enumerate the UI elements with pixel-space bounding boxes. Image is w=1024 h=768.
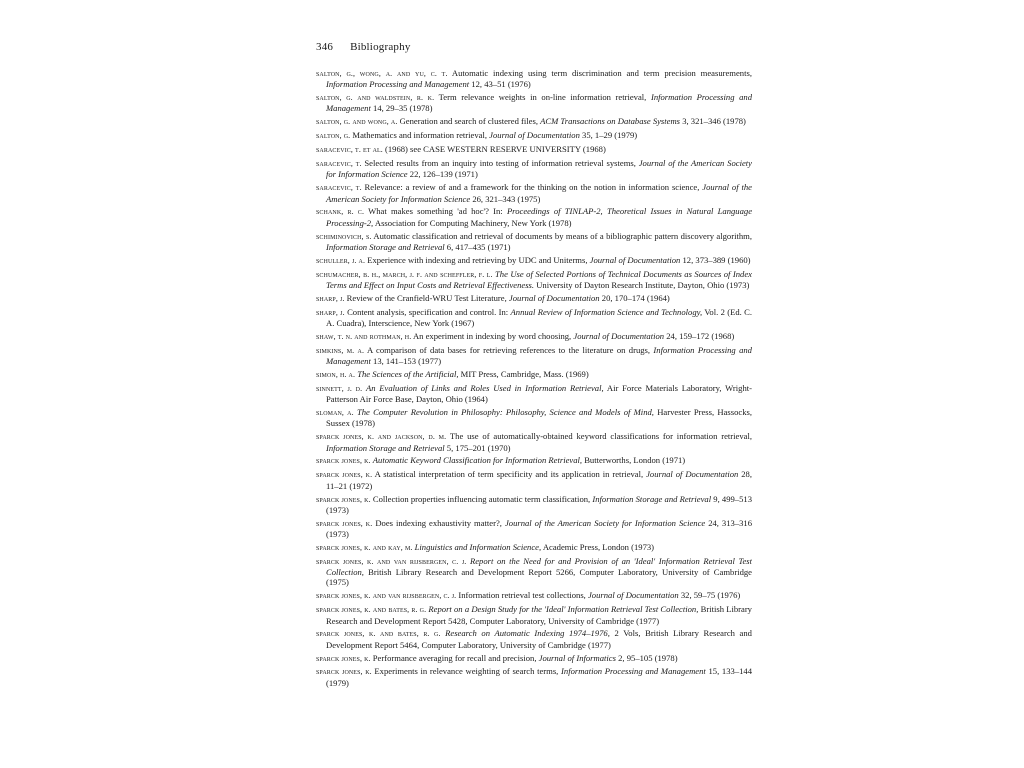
entry-source: Journal of Documentation [646,469,739,480]
entry-details: 20, 170–174 (1964) [601,292,670,303]
entry-details: 2, 95–105 (1978) [618,652,678,663]
entry-text: A comparison of data bases for retrieving references to the literature on drugs, [366,344,651,355]
bibliography-entry [316,604,752,626]
bibliography-entry [316,206,752,228]
entry-authors: saracevic, t. [316,159,362,169]
bibliography-entry [316,590,752,601]
entry-source: An Evaluation of Links and Roles Used in Information Retrieval, [365,382,604,393]
book-page [316,40,752,756]
entry-details: 12, 373–389 (1960) [682,254,751,265]
entry-details: 14, 29–35 (1978) [373,103,433,114]
entry-authors: simon, h. a. [316,370,356,380]
entry-source: Information Processing and Management [326,92,752,114]
entry-text: What makes something 'ad hoc'? In: [368,206,503,217]
entry-source: Proceedings of TINLAP-2, Theoretical Issues in Natural Language Processing-2, [326,206,752,228]
bibliography-entry [316,255,752,266]
section-title: Bibliography [350,41,411,53]
entry-authors: sparck jones, k. [316,494,371,504]
entry-details: Air Force Materials Laboratory, Wright-Patterson Air Force Base, Dayton, Ohio (1964) [326,382,752,405]
entry-authors: sparck jones, k. [316,667,372,677]
entry-text: A statistical interpretation of term specificity and its application in retrieval, [374,469,644,480]
entry-details: 12, 43–51 (1976) [471,79,531,90]
entry-source: Journal of Documentation [573,330,665,341]
entry-authors: saracevic, t. [316,183,362,193]
entry-source: Journal of Documentation [508,292,600,303]
bibliography-entry [316,345,752,367]
entry-authors: sparck jones, k. and van rijsbergen, c. j. [316,556,467,566]
bibliography-entry [316,383,752,405]
entry-details: Harvester Press, Hassocks, Sussex (1978) [326,407,752,429]
entry-details: 5, 175–201 (1970) [446,442,511,453]
bibliography-entry [316,92,752,114]
entry-details: 15, 133–144 (1979) [326,666,752,688]
bibliography-entry [316,455,752,466]
page-number: 346 [316,41,334,53]
entry-source: Information Storage and Retrieval [326,442,445,453]
entry-source: ACM Transactions on Database Systems [540,116,681,127]
entry-authors: schumacher, b. h., march, j. f. and scheffler, f. l. [316,269,493,279]
entry-authors: sparck jones, k. [316,470,373,480]
entry-details: 9, 499–513 (1973) [326,493,752,515]
entry-details: 6, 417–435 (1971) [446,241,511,252]
entry-authors: shaw, t. n. and rothman, h. [316,331,412,341]
entry-details: Vol. 2 (Ed. C. A. Cuadra), Interscience, New York (1967) [326,306,752,329]
bibliography-entry [316,269,752,291]
bibliography-entry [316,369,752,380]
entry-text: (1968) see CASE WESTERN RESERVE UNIVERSITY (1968) [385,144,606,155]
entry-source: Journal of Informatics [538,652,616,663]
entry-source: Information Processing and Management [561,666,706,677]
entry-authors: sparck jones, k. [316,456,371,466]
entry-text: Selected results from an inquiry into testing of information retrieval systems, [364,158,636,169]
entry-details: British Library Research and Development Report 5428, Computer Laboratory, University of Cambridge (1977) [326,604,752,626]
entry-authors: sparck jones, k. and van rijsbergen, c. j. [316,591,457,601]
entry-source: Information Processing and Management [326,79,470,90]
entry-authors: schuller, j. a. [316,255,366,265]
entry-authors: saracevic, t. et al. [316,145,383,155]
bibliography-entry [316,182,752,204]
bibliography-entry [316,469,752,491]
entry-authors: sparck jones, k. and kay, m. [316,542,413,552]
entry-authors: sharp, j. [316,307,345,317]
entry-source: Linguistics and Information Science, [414,541,542,552]
entry-details: 28, 11–21 (1972) [326,469,752,491]
running-head [316,40,752,54]
bibliography-entry [316,666,752,688]
entry-source: The Use of Selected Portions of Technical Documents as Sources of Index Terms and Effect on Input Costs and Retrieval Effectiveness. [326,268,752,290]
bibliography-entry [316,542,752,553]
entry-source: Journal of the American Society for Information Science [504,517,706,528]
entry-source: The Computer Revolution in Philosophy: Philosophy, Science and Models of Mind, [356,407,654,418]
entry-authors: schank, r. c. [316,207,365,217]
entry-source: Journal of the American Society for Information Science [326,182,752,204]
bibliography-entry [316,494,752,516]
entry-source: Information Storage and Retrieval [326,241,445,252]
entry-text: Content analysis, specification and control. In: [347,306,509,317]
bibliography-entry [316,68,752,90]
entry-text: Automatic indexing using term discrimination and term precision measurements, [451,68,752,78]
entry-authors: sparck jones, k. and bates, r. g. [316,605,427,615]
entry-details: 24, 313–316 (1973) [326,517,752,540]
entry-source: Research on Automatic Indexing 1974–1976, [445,628,610,639]
entry-text: An experiment in indexing by word choosing, [412,330,572,341]
entry-source: Journal of Documentation [587,590,679,601]
entry-authors: sparck jones, k. and bates, r. g. [316,629,441,639]
bibliography-entry [316,307,752,329]
entry-details: 22, 126–139 (1971) [409,169,478,180]
entry-authors: salton, g. [316,131,351,141]
entry-authors: simkins, m. a. [316,345,365,355]
entry-text: Performance averaging for recall and precision, [372,652,537,663]
entry-text: Generation and search of clustered files, [399,116,538,127]
entry-source: Annual Review of Information Science and Technology, [510,306,703,317]
entry-authors: sinnett, j. d. [316,383,363,393]
bibliography-entry [316,116,752,127]
entry-authors: salton, g. and wong, a. [316,117,398,127]
entry-details: Butterworths, London (1971) [584,455,686,466]
entry-authors: salton, g., wong, a. and yu, c. t. [316,69,448,78]
entry-details: 32, 59–75 (1976) [680,590,741,601]
entry-source: Information Storage and Retrieval [592,493,712,504]
entry-text: Experience with indexing and retrieving by UDC and Uniterms, [367,254,588,265]
entry-text: Collection properties influencing automatic term classification, [372,493,591,504]
entry-details: MIT Press, Cambridge, Mass. (1969) [460,369,589,380]
entry-authors: sparck jones, k. [316,518,373,528]
entry-text: Automatic classification and retrieval of documents by means of a bibliographic pattern discovery algorithm, [373,230,752,241]
entry-text: Relevance: a review of and a framework for the thinking on the notion in information science, [364,182,700,193]
entry-authors: schiminovich, s. [316,231,372,241]
entry-authors: sharp, j. [316,293,345,303]
entry-authors: sparck jones, k. [316,653,371,663]
entry-source: Information Processing and Management [326,344,752,367]
entry-details: Association for Computing Machinery, New York (1978) [374,217,572,228]
entry-text: Mathematics and information retrieval, [352,130,488,141]
bibliography-entry [316,293,752,304]
entry-details: Academic Press, London (1973) [542,541,655,552]
bibliography-entry [316,407,752,429]
bibliography-entry [316,518,752,540]
entry-details: 2 Vols, British Library Research and Development Report 5464, Computer Laboratory, University of Cambridge (1977) [326,628,752,650]
entry-source: Journal of Documentation [489,130,580,141]
entry-details: 13, 141–153 (1977) [373,356,442,367]
entry-text: The use of automatically-obtained keyword classifications for information retrieval, [449,431,752,442]
entry-details: 24, 159–172 (1968) [666,330,735,341]
bibliography-entry [316,130,752,141]
entry-source: The Sciences of the Artificial, [357,369,459,380]
bibliography-entry [316,158,752,180]
entry-details: 26, 321–343 (1975) [472,193,541,204]
entry-source: Automatic Keyword Classification for Information Retrieval, [372,455,583,466]
entry-source: Journal of the American Society for Information Science [326,158,752,180]
entry-details: University of Dayton Research Institute, Dayton, Ohio (1973) [536,279,750,290]
entry-text: Information retrieval test collections, [458,590,586,601]
bibliography-entry [316,144,752,155]
bibliography-entry [316,653,752,664]
entry-authors: salton, g. and waldstein, r. k. [316,93,435,103]
entry-source: Journal of Documentation [589,254,681,265]
entry-text: Term relevance weights in on-line information retrieval, [438,92,647,103]
entry-details: 35, 1–29 (1979) [582,130,638,141]
bibliography-entry [316,556,752,588]
entry-source: Report on a Design Study for the 'Ideal' Information Retrieval Test Collection, [428,604,699,615]
entry-text: Does indexing exhaustivity matter?, [375,517,502,528]
entry-source: Report on the Need for and Provision of an 'Ideal' Information Retrieval Test Collection, [326,555,752,578]
bibliography-entry [316,231,752,253]
entry-text: Experiments in relevance weighting of search terms, [374,666,559,677]
bibliography-list [316,68,752,688]
bibliography-entry [316,431,752,453]
entry-details: British Library Research and Development Report 5266, Computer Laboratory, University of Cambridge (1975) [326,567,752,588]
entry-details: 3, 321–346 (1978) [682,116,746,127]
entry-text: Review of the Cranfield-WRU Test Literature, [346,292,507,303]
bibliography-entry [316,628,752,650]
entry-authors: sloman, a. [316,408,354,418]
entry-authors: sparck jones, k. and jackson, d. m. [316,432,447,442]
bibliography-entry [316,331,752,342]
